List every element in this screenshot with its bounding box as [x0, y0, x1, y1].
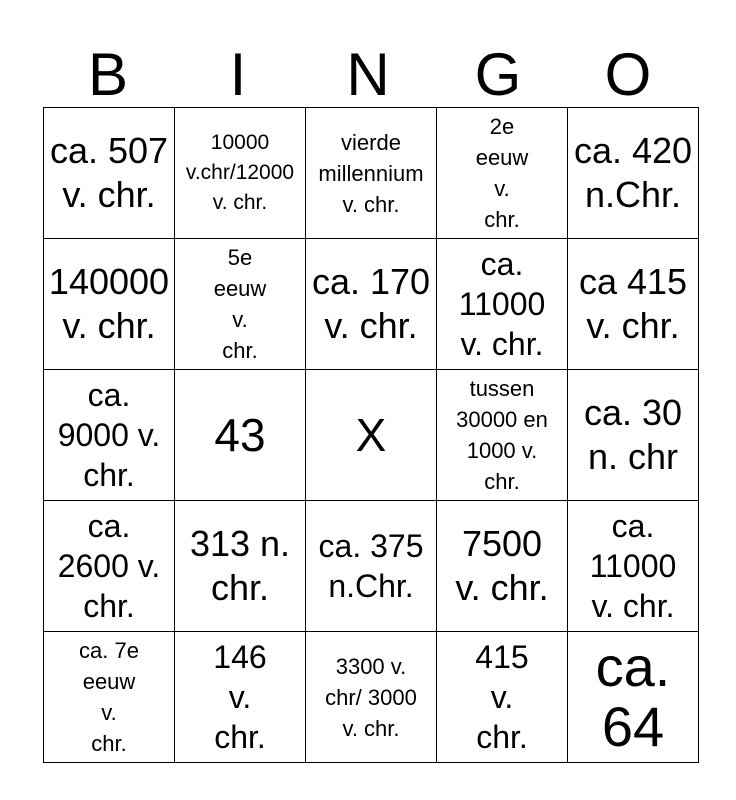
bingo-row	[44, 108, 699, 239]
bingo-cell-text: 5e eeuw v. chr.	[213, 245, 267, 363]
bingo-cell[interactable]	[175, 108, 306, 239]
bingo-cell[interactable]	[437, 632, 568, 763]
bingo-cell-text: ca. 9000 v. chr.	[57, 377, 161, 493]
bingo-cell-text: ca 415 v. chr.	[578, 261, 688, 346]
bingo-cell[interactable]	[437, 501, 568, 632]
bingo-row	[44, 632, 699, 763]
bingo-row	[44, 239, 699, 370]
header-letter-b: B	[87, 41, 129, 108]
bingo-cell-text: ca. 11000 v. chr.	[589, 508, 677, 624]
bingo-cell-text: 7500 v. chr.	[455, 523, 549, 608]
bingo-cell-text: 2e eeuw v. chr.	[475, 114, 529, 232]
bingo-cell[interactable]	[44, 108, 175, 239]
bingo-cell-text: ca. 7e eeuw v. chr.	[79, 638, 139, 756]
bingo-cell-text: 313 n. chr.	[189, 523, 291, 608]
bingo-cell-text: ca. 11000 v. chr.	[458, 246, 546, 362]
bingo-cell[interactable]	[568, 501, 699, 632]
bingo-cell[interactable]	[175, 501, 306, 632]
bingo-cell-text: ca. 420 n.Chr.	[573, 130, 693, 215]
bingo-cell-text: ca. 507 v. chr.	[49, 130, 169, 215]
bingo-grid-body	[44, 108, 699, 763]
bingo-cell[interactable]	[568, 239, 699, 370]
bingo-cell-text: 43	[214, 409, 266, 461]
bingo-row	[44, 370, 699, 501]
bingo-cell-text: 415 v. chr.	[475, 639, 529, 755]
bingo-cell[interactable]	[437, 108, 568, 239]
bingo-cell[interactable]	[306, 370, 437, 501]
bingo-cell[interactable]	[568, 632, 699, 763]
bingo-cell[interactable]	[306, 632, 437, 763]
bingo-grid	[43, 107, 699, 763]
bingo-cell-text: X	[355, 409, 387, 461]
bingo-header	[43, 42, 693, 108]
bingo-cell[interactable]	[437, 239, 568, 370]
header-letter-n: N	[346, 41, 390, 108]
bingo-cell[interactable]	[306, 501, 437, 632]
bingo-cell-text: ca. 64	[595, 635, 671, 758]
bingo-cell-text: 3300 v. chr/ 3000 v. chr.	[325, 653, 417, 741]
bingo-cell-text: tussen 30000 en 1000 v. chr.	[456, 376, 548, 494]
bingo-cell[interactable]	[568, 108, 699, 239]
bingo-cell[interactable]	[306, 239, 437, 370]
bingo-cell[interactable]	[568, 370, 699, 501]
bingo-cell[interactable]	[437, 370, 568, 501]
header-letter-i: I	[229, 41, 247, 108]
bingo-cell[interactable]	[44, 501, 175, 632]
bingo-cell-text: 146 v. chr.	[213, 639, 267, 755]
bingo-cell-text: ca. 2600 v. chr.	[57, 508, 161, 624]
bingo-cell[interactable]	[175, 370, 306, 501]
bingo-cell[interactable]	[306, 108, 437, 239]
bingo-cell[interactable]	[44, 370, 175, 501]
header-letter-g: G	[474, 41, 522, 108]
bingo-cell[interactable]	[44, 632, 175, 763]
bingo-cell-text: vierde millennium v. chr.	[318, 129, 424, 217]
bingo-cell-text: 10000 v.chr/12000 v. chr.	[185, 131, 295, 214]
bingo-cell[interactable]	[175, 632, 306, 763]
bingo-cell[interactable]	[44, 239, 175, 370]
header-letter-o: O	[604, 41, 652, 108]
bingo-cell[interactable]	[175, 239, 306, 370]
bingo-row	[44, 501, 699, 632]
bingo-cell-text: ca. 170 v. chr.	[311, 261, 431, 346]
bingo-cell-text: ca. 375 n.Chr.	[318, 528, 424, 604]
bingo-cell-text: ca. 30 n. chr	[583, 392, 683, 477]
bingo-cell-text: 140000 v. chr.	[48, 261, 170, 346]
